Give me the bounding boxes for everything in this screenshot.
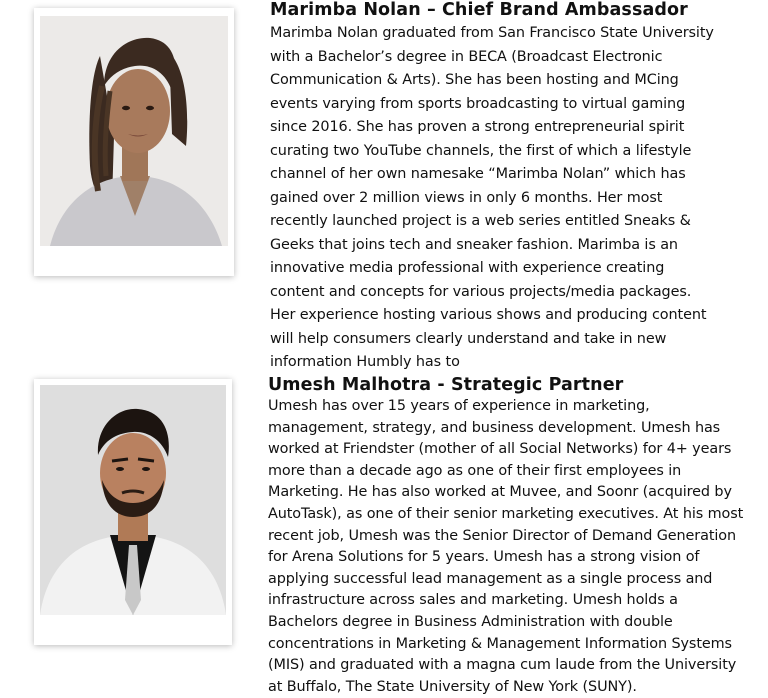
portrait-illustration-umesh [40, 385, 226, 615]
profile-bio-marimba [270, 0, 718, 375]
profile-photo-marimba [40, 16, 228, 246]
profile-bio-umesh [268, 375, 750, 698]
profile-bio-text-marimba: Marimba Nolan graduated from San Francisco State University with a Bachelor’s degree in BECA (Broadcast Electronic Communication & Arts). She has been hosting and MCing events varying from sports broadcasting to virtual gaming since 2016. She has proven a strong entrepreneurial spirit curating two YouTube channels, the first of which a lifestyle channel of her own namesake “Marimba Nolan” which has gained over 2 million views in only 6 months. Her most recently launched project is a web series entitled Sneaks & Geeks that joins tech and sneaker fashion. Marimba is an innovative media professional with experience creating content and concepts for various projects/media packages. Her experience hosting various shows and producing content will help consumers clearly understand and take in new information Humbly has to [270, 25, 714, 370]
profile-heading-marimba: Marimba Nolan – Chief Brand Ambassador [270, 0, 688, 20]
portrait-illustration-marimba [40, 16, 228, 246]
profile-bio-text-umesh: Umesh has over 15 years of experience in marketing, management, strategy, and business development. Umesh has worked at Friendster (mother of all Social Networks) for 4+ years more than a decade ago as one of their first employees in Marketing. He has also worked at Muvee, and Soonr (acquired by AutoTask), as one of their senior marketing executives. At his most recent job, Umesh was the Senior Director of Demand Generation for Arena Solutions for 5 years. Umesh has a strong vision of applying successful lead management as a single process and infrastructure across sales and marketing. Umesh holds a Bachelors degree in Business Administration with double concentrations in Marketing & Management Information Systems (MIS) and graduated with a magna cum laude from the University at Buffalo, The State University of New York (SUNY). [268, 398, 744, 695]
profile-heading-umesh: Umesh Malhotra - Strategic Partner [268, 375, 624, 395]
profile-photo-umesh [40, 385, 226, 615]
profile-photo-card-marimba [34, 8, 234, 276]
profile-photo-card-umesh [34, 379, 232, 645]
